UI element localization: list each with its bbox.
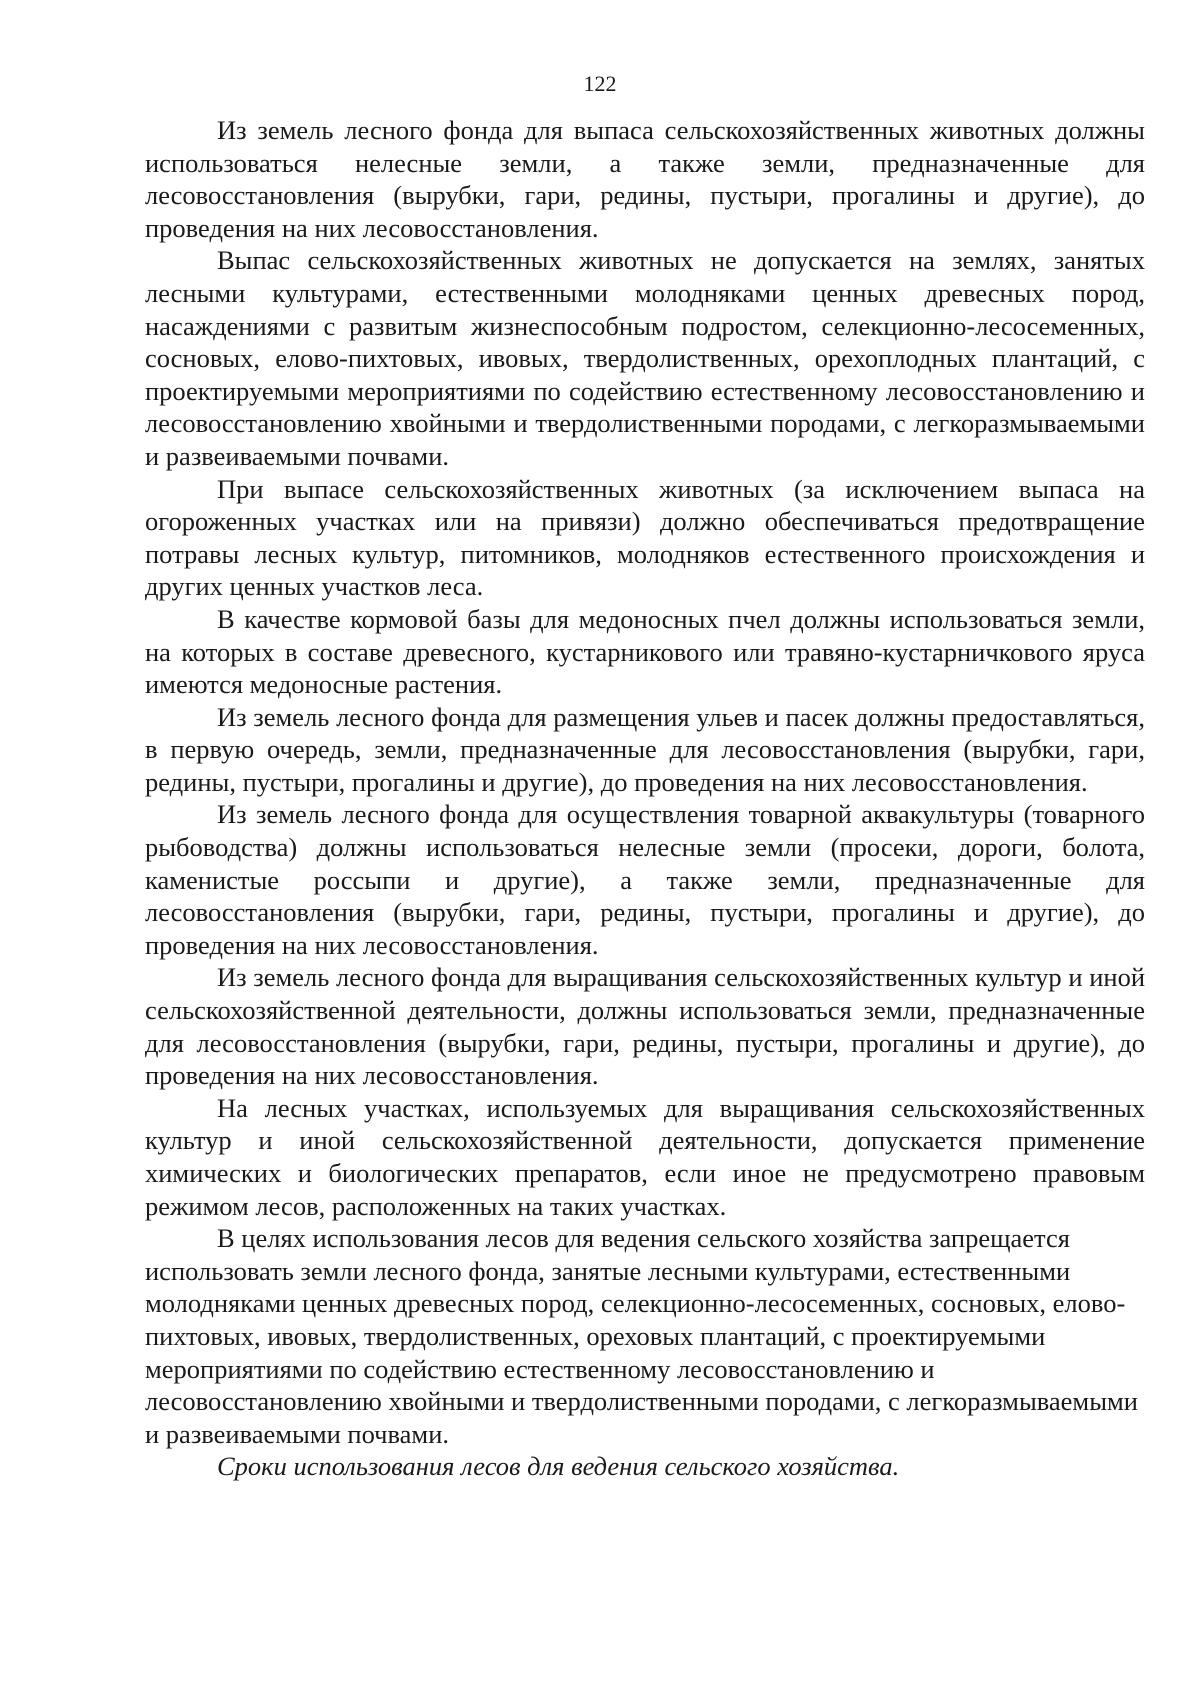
section-heading-agriculture-terms: Сроки использования лесов для ведения сельского хозяйства. (217, 1451, 900, 1482)
paragraph-chemical-use: На лесных участках, используемых для выращивания сельскохозяйственных культур и иной сельскохозяйственной деятельности, допускается применение химических и биологических препаратов, если иное не предусмотрено правовым режимом лесов, расположенных на таких участках. (145, 1092, 1145, 1221)
paragraph-apiary-placement: Из земель лесного фонда для размещения ульев и пасек должны предоставляться, в первую очередь, земли, предназначенные для лесовосстановления (вырубки, гари, редины, пустыри, прогалины и другие), до проведения на них лесовосстановления. (145, 701, 1145, 797)
paragraph-bee-forage-base: В качестве кормовой базы для медоносных пчел должны использоваться земли, на которых в составе древесного, кустарникового или травяно-кустарничкового яруса имеются медоносные растения. (145, 603, 1145, 700)
paragraph-grazing-lands: Из земель лесного фонда для выпаса сельскохозяйственных животных должны использоваться нелесные земли, а также земли, предназначенные для лесовосстановления (вырубки, гари, редины, пустыри, прогалины и другие), до проведения на них лесовосстановления. (145, 115, 1145, 243)
paragraph-aquaculture-lands: Из земель лесного фонда для осуществления товарной аквакультуры (товарного рыбоводства) должны использоваться нелесные земли (просеки, дороги, болота, каменистые россыпи и другие), а также земли, предназначенные для лесовосстановления (вырубки, гари, редины, пустыри, прогалины и другие), до проведения на них лесовосстановления. (145, 799, 1145, 960)
paragraph-grazing-damage-prevention: При выпасе сельскохозяйственных животных (за исключением выпаса на огороженных участках или на привязи) должно обеспечиваться предотвращение потравы лесных культур, питомников, молодняков естественного происхождения и других ценных участков леса. (145, 473, 1145, 602)
paragraph-agriculture-prohibitions: В целях использования лесов для ведения сельского хозяйства запрещается использовать земли лесного фонда, занятые лесными культурами, естественными молодняками ценных древесных пород, селекционно-лесосеменных, сосновых, елово-пихтовых, ивовых, твердолиственных, ореховых плантаций, с проектируемыми мероприятиями по содействию естественному лесовосстановлению и лесовосстановлению хвойными и твердолиственными породами, с легкоразмываемыми и развеиваемыми почвами. (145, 1223, 1138, 1449)
paragraph-grazing-restrictions: Выпас сельскохозяйственных животных не допускается на землях, занятых лесными культурами, естественными молодняками ценных древесных пород, насаждениями с развитым жизнеспособным подростом, селекционно-лесосеменных, сосновых, елово-пихтовых, ивовых, твердолиственных, орехоплодных плантаций, с проектируемыми мероприятиями по содействию естественному лесовосстановлению и лесовосстановлению хвойными и твердолиственными породами, с легкоразмываемыми и развеиваемыми почвами. (145, 245, 1145, 471)
document-body (145, 114, 1145, 1483)
page-number: 122 (583, 71, 617, 96)
paragraph-crop-cultivation-lands: Из земель лесного фонда для выращивания сельскохозяйственных культур и иной сельскохозяйственной деятельности, должны использоваться земли, предназначенные для лесовосстановления (вырубки, гари, редины, пустыри, прогалины и другие), до проведения на них лесовосстановления. (145, 962, 1145, 1091)
